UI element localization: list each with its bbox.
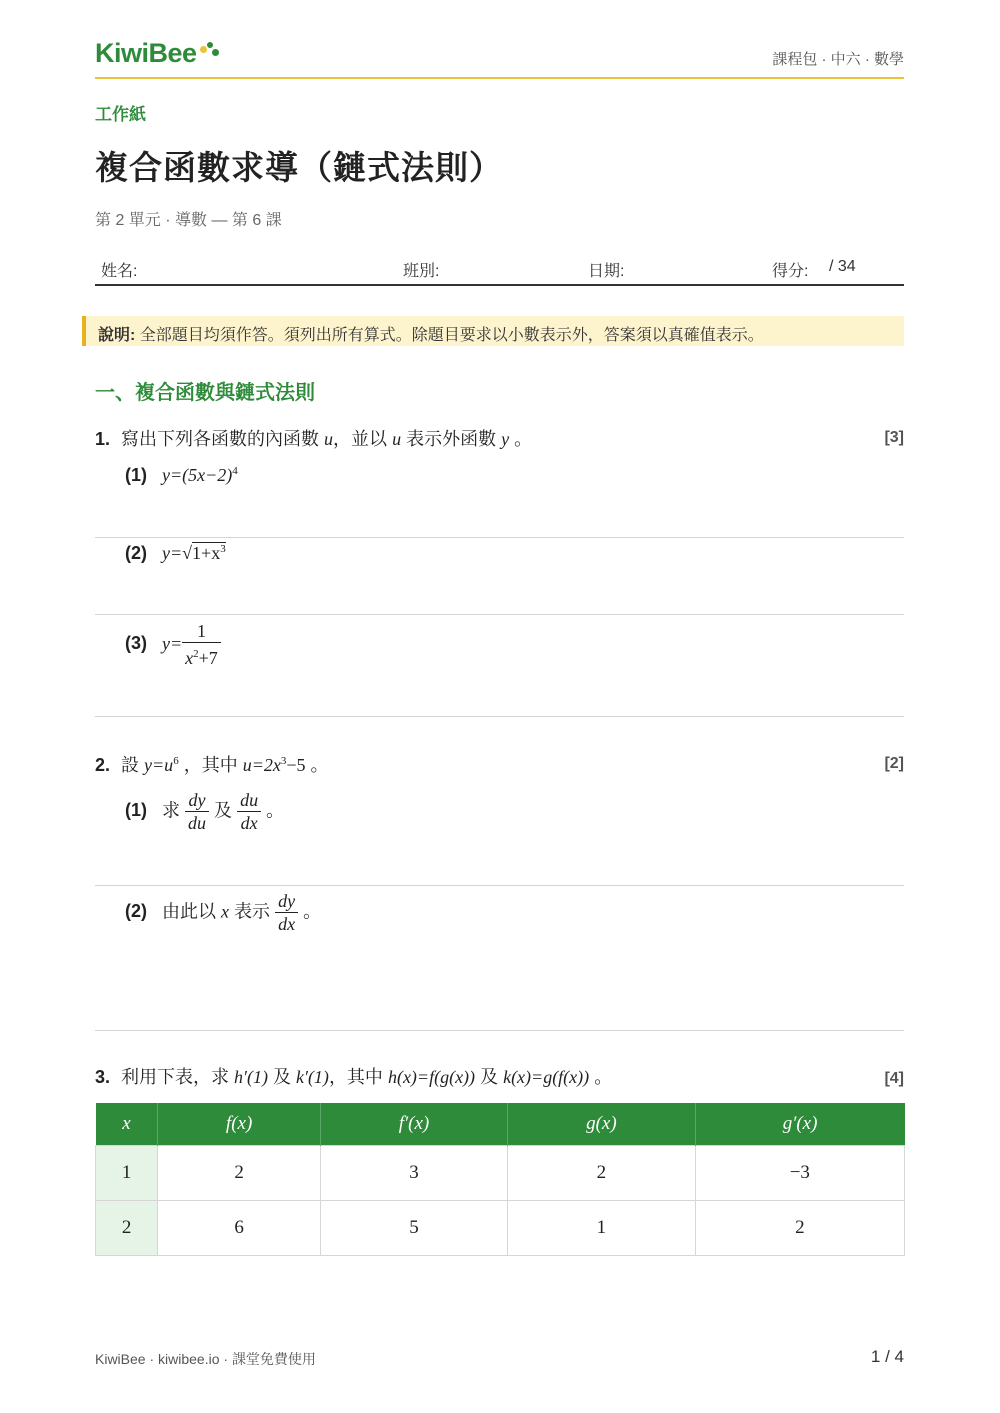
q2-part-2: (2) 由此以 x 表示 $\frac{dy}{dx}$ 。 — [125, 891, 322, 934]
page-title: 複合函數求導（鏈式法則） — [95, 149, 503, 186]
score-label: 得分: — [772, 263, 809, 280]
q1-part-1: (1) $y=(5x-2)^4$ — [125, 465, 238, 485]
question-1-marks: [3] — [884, 429, 904, 446]
answer-line — [95, 537, 904, 538]
table-cell: 2 — [158, 1145, 321, 1200]
fraction: $\frac{dy}{dx}$ — [275, 890, 298, 935]
question-2-marks: [2] — [884, 755, 904, 772]
question-3-marks: [4] — [884, 1070, 904, 1087]
table-header: f(x) — [158, 1103, 321, 1145]
page-subtitle: 第 2 單元 · 導數 — 第 6 課 — [95, 212, 282, 229]
fraction: $\frac{1}{x^2+7}$ — [182, 620, 221, 669]
table-header: x — [96, 1103, 158, 1145]
logo: KiwiBee — [95, 38, 197, 68]
table-cell: 3 — [320, 1145, 507, 1200]
table-cell: 6 — [158, 1200, 321, 1255]
footer-credit: KiwiBee · kiwibee.io · 課堂免費使用 — [95, 1351, 316, 1367]
header-divider — [95, 77, 904, 79]
answer-line — [95, 716, 904, 717]
table-cell: 5 — [320, 1200, 507, 1255]
instructions-box — [82, 316, 904, 346]
instructions-label: 說明: — [98, 327, 136, 344]
table-row — [96, 1200, 905, 1255]
answer-line — [95, 1030, 904, 1031]
instructions-text: 全部題目均須作答。須列出所有算式。除題目要求以小數表示外，答案須以真確值表示。 — [135, 327, 764, 344]
table-cell: 1 — [96, 1145, 158, 1200]
q1-part-2: (2) $y=√1+x^3$ — [125, 543, 226, 563]
page-number: 1 / 4 — [870, 1347, 904, 1366]
question-2: 2. 設 $y=u^6$ ，其中 $u=2x^3-5$ 。 — [95, 755, 329, 775]
course-tagline: 課程包 · 中六 · 數學 — [772, 51, 904, 68]
q2-part-1: (1) 求 $\frac{dy}{du}$ 及 $\frac{du}{dx}$ 。 — [125, 790, 285, 833]
table-header: g′(x) — [695, 1103, 904, 1145]
table-header: f′(x) — [320, 1103, 507, 1145]
section-heading: 一、複合函數與鏈式法則 — [95, 382, 315, 404]
table-row — [96, 1145, 905, 1200]
table-cell: 2 — [96, 1200, 158, 1255]
name-label: 姓名: — [101, 263, 138, 280]
table-cell: 1 — [508, 1200, 696, 1255]
worksheet-label: 工作紙 — [95, 105, 146, 124]
question-3: 3. 利用下表，求 h′(1) 及 k′(1)，其中 h(x)=f(g(x)) 及 k(x)=g(f(x)) 。 — [95, 1067, 613, 1087]
answer-line — [95, 614, 904, 615]
date-label: 日期: — [588, 263, 625, 280]
table-cell: 2 — [508, 1145, 696, 1200]
class-label: 班別: — [403, 263, 440, 280]
student-info-row — [95, 256, 904, 286]
table-header: g(x) — [508, 1103, 696, 1145]
table-cell: −3 — [695, 1145, 904, 1200]
fraction: $\frac{du}{dx}$ — [237, 789, 261, 834]
score-total: / 34 — [829, 258, 856, 275]
question-1: 1. 寫出下列各函數的內函數 u，並以 u 表示外函數 y 。 — [95, 429, 533, 449]
fraction: $\frac{dy}{du}$ — [185, 789, 209, 834]
function-values-table — [95, 1103, 905, 1256]
q1-part-3: (3) y= $\frac{1}{x^2+7}$ — [125, 620, 221, 669]
table-cell: 2 — [695, 1200, 904, 1255]
answer-line — [95, 885, 904, 886]
logo-bee-icon — [198, 42, 222, 62]
